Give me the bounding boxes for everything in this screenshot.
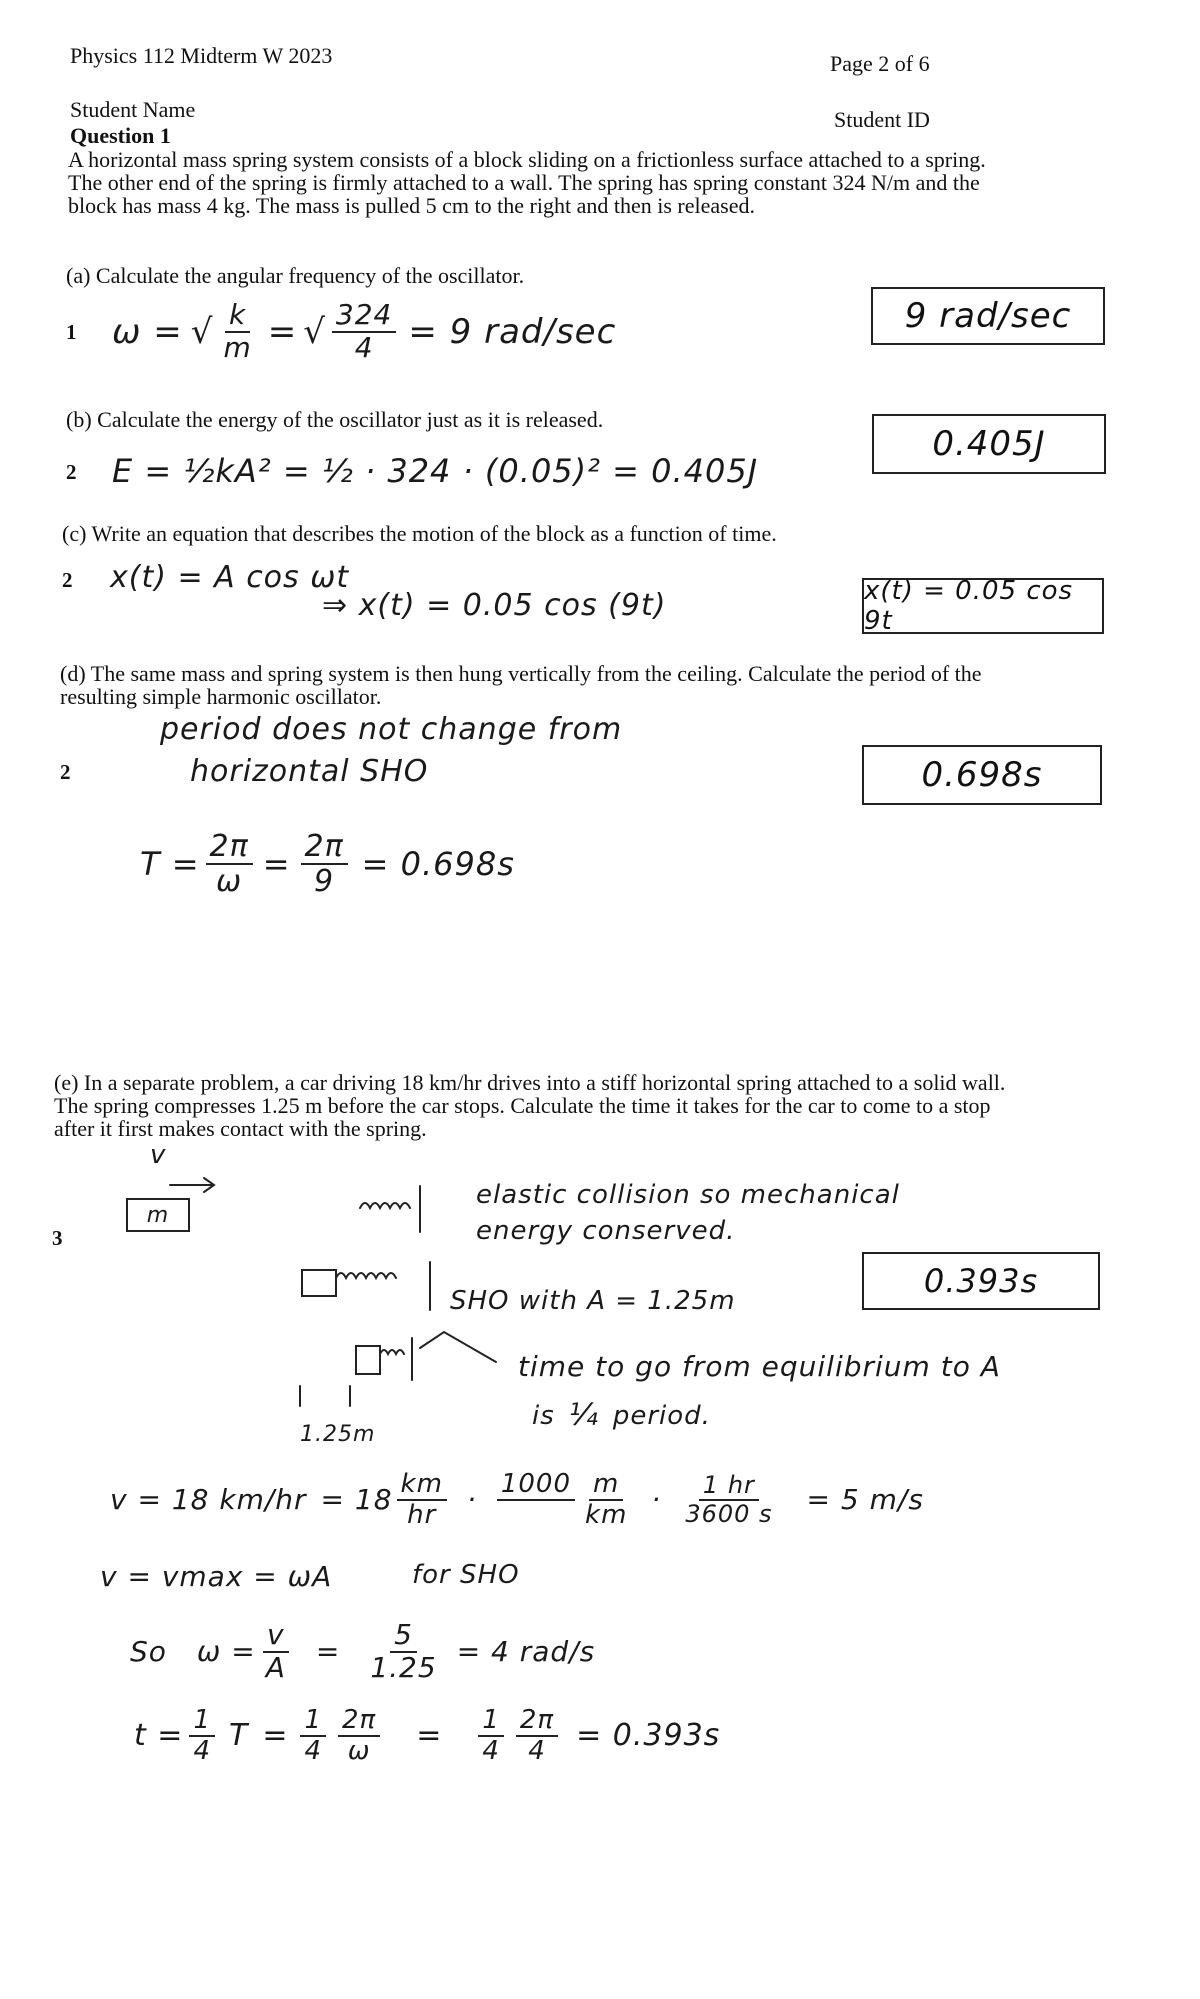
part-b-work: E = ½kA² = ½ · 324 · (0.05)² = 0.405J: [112, 452, 759, 490]
part-c-work-line-1: x(t) = A cos ωt: [110, 560, 350, 595]
omega-so: So: [130, 1635, 167, 1669]
part-b-marks: 2: [66, 460, 77, 484]
part-d-result: = 0.698s: [361, 845, 515, 883]
part-d-omega: ω: [216, 864, 243, 899]
part-a-m: m: [223, 330, 252, 364]
conv-eq: = 18: [320, 1483, 393, 1517]
time-eq-2: =: [416, 1718, 443, 1754]
part-d-2pi-b: 2π: [301, 830, 348, 865]
part-a-k: k: [225, 300, 250, 333]
part-e-marks: 3: [52, 1226, 63, 1250]
part-c-marks: 2: [62, 568, 73, 592]
question-intro-line-1: A horizontal mass spring system consists of a block sliding on a frictionless surface attached to a spring.: [68, 147, 986, 172]
conv-km-2: km: [585, 1499, 628, 1530]
part-d-prompt-line-2: resulting simple harmonic oscillator.: [60, 684, 382, 709]
part-e-note-5-period: period.: [612, 1400, 711, 1431]
part-e-prompt-line-3: after it first makes contact with the spring.: [54, 1116, 427, 1141]
conv-lhs: v = 18 km/hr: [110, 1483, 307, 1517]
compression-ticks-icon: [300, 1386, 350, 1406]
part-b-answer-box: 0.405J: [872, 414, 1106, 474]
part-d-note-line-2: horizontal SHO: [190, 754, 429, 789]
question-intro-line-2: The other end of the spring is firmly attached to a wall. The spring has spring constant 324 N/m and the: [68, 170, 980, 195]
part-d-marks: 2: [60, 760, 71, 784]
part-e-vmax: v = vmax = ωA: [100, 1560, 333, 1593]
time-result: = 0.393s: [576, 1718, 721, 1754]
part-e-note-2: energy conserved.: [476, 1216, 736, 1246]
student-id-label: Student ID: [834, 107, 930, 132]
conv-hr: hr: [407, 1499, 437, 1530]
conv-1hr: 1 hr: [699, 1472, 759, 1500]
omega-eq-sign: =: [315, 1635, 341, 1669]
omega-A: A: [265, 1650, 286, 1684]
part-b-prompt: (b) Calculate the energy of the oscillator just as it is released.: [66, 407, 604, 432]
time-2pi-a: 2π: [338, 1706, 380, 1737]
part-e-note-1: elastic collision so mechanical: [476, 1180, 900, 1210]
part-a-4: 4: [354, 330, 374, 364]
time-1c: 1: [478, 1706, 504, 1737]
part-a-answer-box: 9 rad/sec: [871, 287, 1105, 345]
part-a-omega: ω =: [112, 311, 183, 352]
part-a-result: = 9 rad/sec: [408, 311, 617, 352]
question-intro-line-3: block has mass 4 kg. The mass is pulled 5 cm to the right and then is released.: [68, 193, 755, 218]
spring-3-icon: [380, 1350, 404, 1354]
spring-1-icon: [360, 1203, 410, 1208]
omega-v: v: [263, 1620, 289, 1653]
velocity-label: v: [150, 1140, 167, 1170]
part-e-quarter: ¼: [568, 1398, 599, 1433]
omega-5: 5: [390, 1620, 417, 1653]
conv-m: m: [589, 1470, 623, 1501]
part-d-9: 9: [314, 864, 335, 899]
part-e-prompt-line-1: (e) In a separate problem, a car driving 18 km/hr drives into a stiff horizontal spring attached to a solid wall.: [54, 1070, 1006, 1095]
time-omega: ω: [347, 1735, 371, 1766]
part-e-note-4: time to go from equilibrium to A: [518, 1350, 1001, 1383]
part-e-note-3: SHO with A = 1.25m: [450, 1286, 736, 1316]
part-a-marks: 1: [66, 320, 77, 344]
block-3-icon: [356, 1346, 380, 1374]
time-eq-1: =: [262, 1718, 289, 1754]
part-d-answer-box: 0.698s: [862, 745, 1102, 805]
part-d-note-line-1: period does not change from: [160, 712, 623, 747]
part-d-period-work: T = $\frac{2\pi}{\omega}$ = $\frac{2\pi}{9}$ = 0.698s: [140, 829, 515, 899]
part-e-answer-box: 0.393s: [862, 1252, 1100, 1310]
part-e-conversion: v = 18 km/hr = 18 $\frac{km}{hr}$ · 1000 $\frac{m}{km}$ · $\frac{1 hr}{3600 s}$ = 5 m/s: [110, 1469, 924, 1530]
conv-3600: 3600 s: [685, 1499, 773, 1528]
course-header: Physics 112 Midterm W 2023: [70, 43, 333, 68]
conv-km: km: [397, 1470, 447, 1501]
time-eq: t =: [134, 1718, 184, 1754]
time-1b: 1: [300, 1706, 326, 1737]
part-d-2pi: 2π: [206, 830, 253, 865]
time-1a: 1: [189, 1706, 215, 1737]
time-4a: 4: [193, 1735, 211, 1766]
part-d-prompt-line-1: (d) The same mass and spring system is then hung vertically from the ceiling. Calculate the period of the: [60, 661, 982, 686]
student-name-label: Student Name: [70, 97, 196, 122]
spring-2-icon: [336, 1273, 396, 1278]
part-a-324: 324: [332, 300, 396, 333]
omega-result: = 4 rad/s: [456, 1635, 596, 1669]
question-title: Question 1: [70, 123, 171, 148]
page-number: Page 2 of 6: [830, 51, 930, 76]
velocity-arrow-icon: [170, 1178, 214, 1192]
part-c-answer-box: x(t) = 0.05 cos 9t: [862, 578, 1104, 634]
part-a-prompt: (a) Calculate the angular frequency of the oscillator.: [66, 263, 525, 288]
compress-arrow-icon: [420, 1332, 496, 1362]
part-e-prompt-line-2: The spring compresses 1.25 m before the car stops. Calculate the time it takes for the car to come to a stop: [54, 1093, 991, 1118]
conv-result: = 5 m/s: [806, 1483, 924, 1517]
time-T: T: [228, 1718, 249, 1754]
part-c-work-line-2: ⇒ x(t) = 0.05 cos (9t): [322, 588, 667, 623]
time-4d: 4: [528, 1735, 546, 1766]
block-2-icon: [302, 1270, 336, 1296]
part-a-work: ω = √ $\frac{k}{m}$ = √ $\frac{324}{4}$ = 9 rad/sec: [112, 298, 617, 364]
part-c-prompt: (c) Write an equation that describes the motion of the block as a function of time.: [62, 521, 777, 546]
part-e-note-5-is: is: [532, 1400, 555, 1431]
part-e-for-sho: for SHO: [412, 1560, 520, 1590]
time-2pi-b: 2π: [516, 1706, 558, 1737]
omega-1-25: 1.25: [370, 1650, 437, 1684]
block-label: m: [146, 1202, 170, 1228]
time-4b: 4: [304, 1735, 322, 1766]
part-e-1-25m-tick: 1.25m: [300, 1422, 376, 1447]
conv-1000: 1000: [497, 1470, 575, 1501]
time-4c: 4: [482, 1735, 500, 1766]
omega-eq-label: ω =: [196, 1635, 256, 1669]
part-d-T: T =: [140, 845, 200, 883]
